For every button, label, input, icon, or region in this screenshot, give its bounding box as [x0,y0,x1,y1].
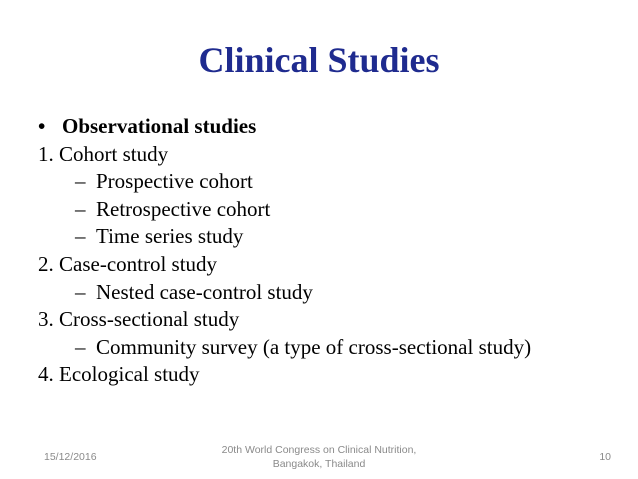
sub-list-item [75,279,313,305]
sub-list-text: Time series study [96,224,244,248]
footer-conference-line-1: 20th World Congress on Clinical Nutrition, [221,444,417,456]
slide-title: Clinical Studies [198,40,440,80]
list-item: 1. Cohort study [38,142,169,166]
sub-list-text: Prospective cohort [96,169,253,193]
list-item: 2. Case-control study [38,252,218,276]
sub-list-item [75,334,531,360]
footer-conference [200,443,438,471]
bullet-text: Observational studies [62,114,257,138]
sub-list-text: Community survey (a type of cross-sectional study) [96,335,532,359]
dash-marker: – [75,197,86,221]
sub-list-item [75,223,243,249]
sub-list-item [75,168,253,194]
dash-marker: – [75,280,86,304]
bullet-marker: • [38,114,46,138]
list-item: 4. Ecological study [38,362,200,386]
footer-page-number: 10 [599,451,611,463]
sub-list-item [75,196,270,222]
footer-conference-line-2: Bangakok, Thailand [272,458,366,470]
dash-marker: – [75,169,86,193]
list-item: 3. Cross-sectional study [38,307,240,331]
dash-marker: – [75,224,86,248]
sub-list-text: Nested case-control study [96,280,313,304]
dash-marker: – [75,335,86,359]
sub-list-text: Retrospective cohort [96,197,271,221]
bullet-item [38,113,256,139]
footer-date: 15/12/2016 [44,451,97,463]
